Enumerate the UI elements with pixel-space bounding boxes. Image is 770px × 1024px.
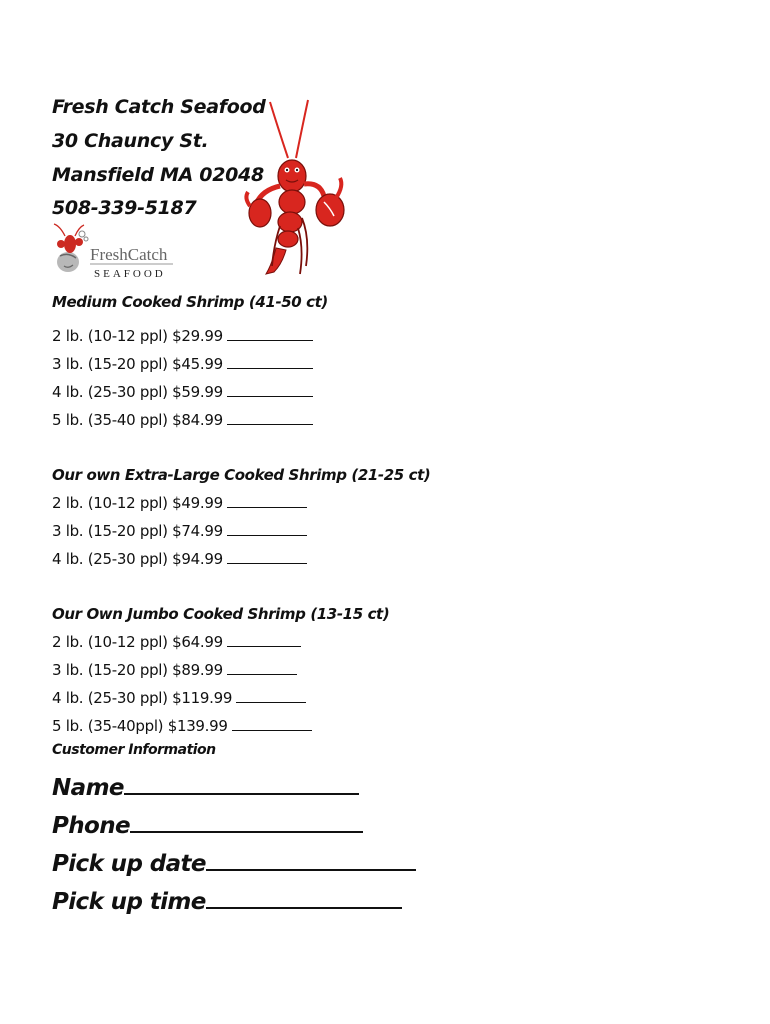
quantity-blank[interactable] <box>227 521 307 536</box>
list-item: 2 lb. (10-12 ppl) $64.99 <box>52 632 301 651</box>
logo-word-seafood: SEAFOOD <box>94 268 166 280</box>
list-item: 5 lb. (35-40ppl) $139.99 <box>52 716 312 735</box>
section-title-jumbo: Our Own Jumbo Cooked Shrimp (13-15 ct) <box>52 605 390 623</box>
list-item: 4 lb. (25-30 ppl) $94.99 <box>52 549 307 568</box>
quantity-blank[interactable] <box>232 716 312 731</box>
section-title-medium: Medium Cooked Shrimp (41-50 ct) <box>52 293 328 311</box>
list-item: 3 lb. (15-20 ppl) $45.99 <box>52 354 313 373</box>
list-item: 2 lb. (10-12 ppl) $49.99 <box>52 493 307 512</box>
business-name: Fresh Catch Seafood <box>52 96 266 118</box>
pickup-time-field: Pick up time <box>52 887 402 915</box>
business-phone: 508-339-5187 <box>52 197 197 219</box>
quantity-blank[interactable] <box>227 326 313 341</box>
fresh-catch-logo <box>48 222 178 280</box>
quantity-blank[interactable] <box>236 688 306 703</box>
quantity-blank[interactable] <box>227 493 307 508</box>
business-address: 30 Chauncy St. <box>52 130 209 152</box>
lobster-icon <box>236 98 350 278</box>
quantity-blank[interactable] <box>227 354 313 369</box>
list-item: 5 lb. (35-40 ppl) $84.99 <box>52 410 313 429</box>
list-item: 3 lb. (15-20 ppl) $74.99 <box>52 521 307 540</box>
phone-input-line[interactable] <box>130 811 363 833</box>
logo-word-freshcatch: FreshCatch <box>90 245 168 264</box>
quantity-blank[interactable] <box>227 660 297 675</box>
customer-info-title: Customer Information <box>52 742 216 758</box>
phone-field: Phone <box>52 811 363 839</box>
list-item: 3 lb. (15-20 ppl) $89.99 <box>52 660 297 679</box>
quantity-blank[interactable] <box>227 549 307 564</box>
name-field: Name <box>52 773 359 801</box>
pickup-date-input-line[interactable] <box>206 849 416 871</box>
lobster-logo-icon <box>48 222 178 280</box>
list-item: 4 lb. (25-30 ppl) $59.99 <box>52 382 313 401</box>
name-input-line[interactable] <box>124 773 359 795</box>
pickup-time-input-line[interactable] <box>206 887 402 909</box>
quantity-blank[interactable] <box>227 632 301 647</box>
lobster-illustration <box>236 98 350 278</box>
list-item: 4 lb. (25-30 ppl) $119.99 <box>52 688 306 707</box>
list-item: 2 lb. (10-12 ppl) $29.99 <box>52 326 313 345</box>
business-city: Mansfield MA 02048 <box>52 164 264 186</box>
quantity-blank[interactable] <box>227 410 313 425</box>
quantity-blank[interactable] <box>227 382 313 397</box>
section-title-extra-large: Our own Extra-Large Cooked Shrimp (21-25 ct) <box>52 466 431 484</box>
pickup-date-field: Pick up date <box>52 849 416 877</box>
